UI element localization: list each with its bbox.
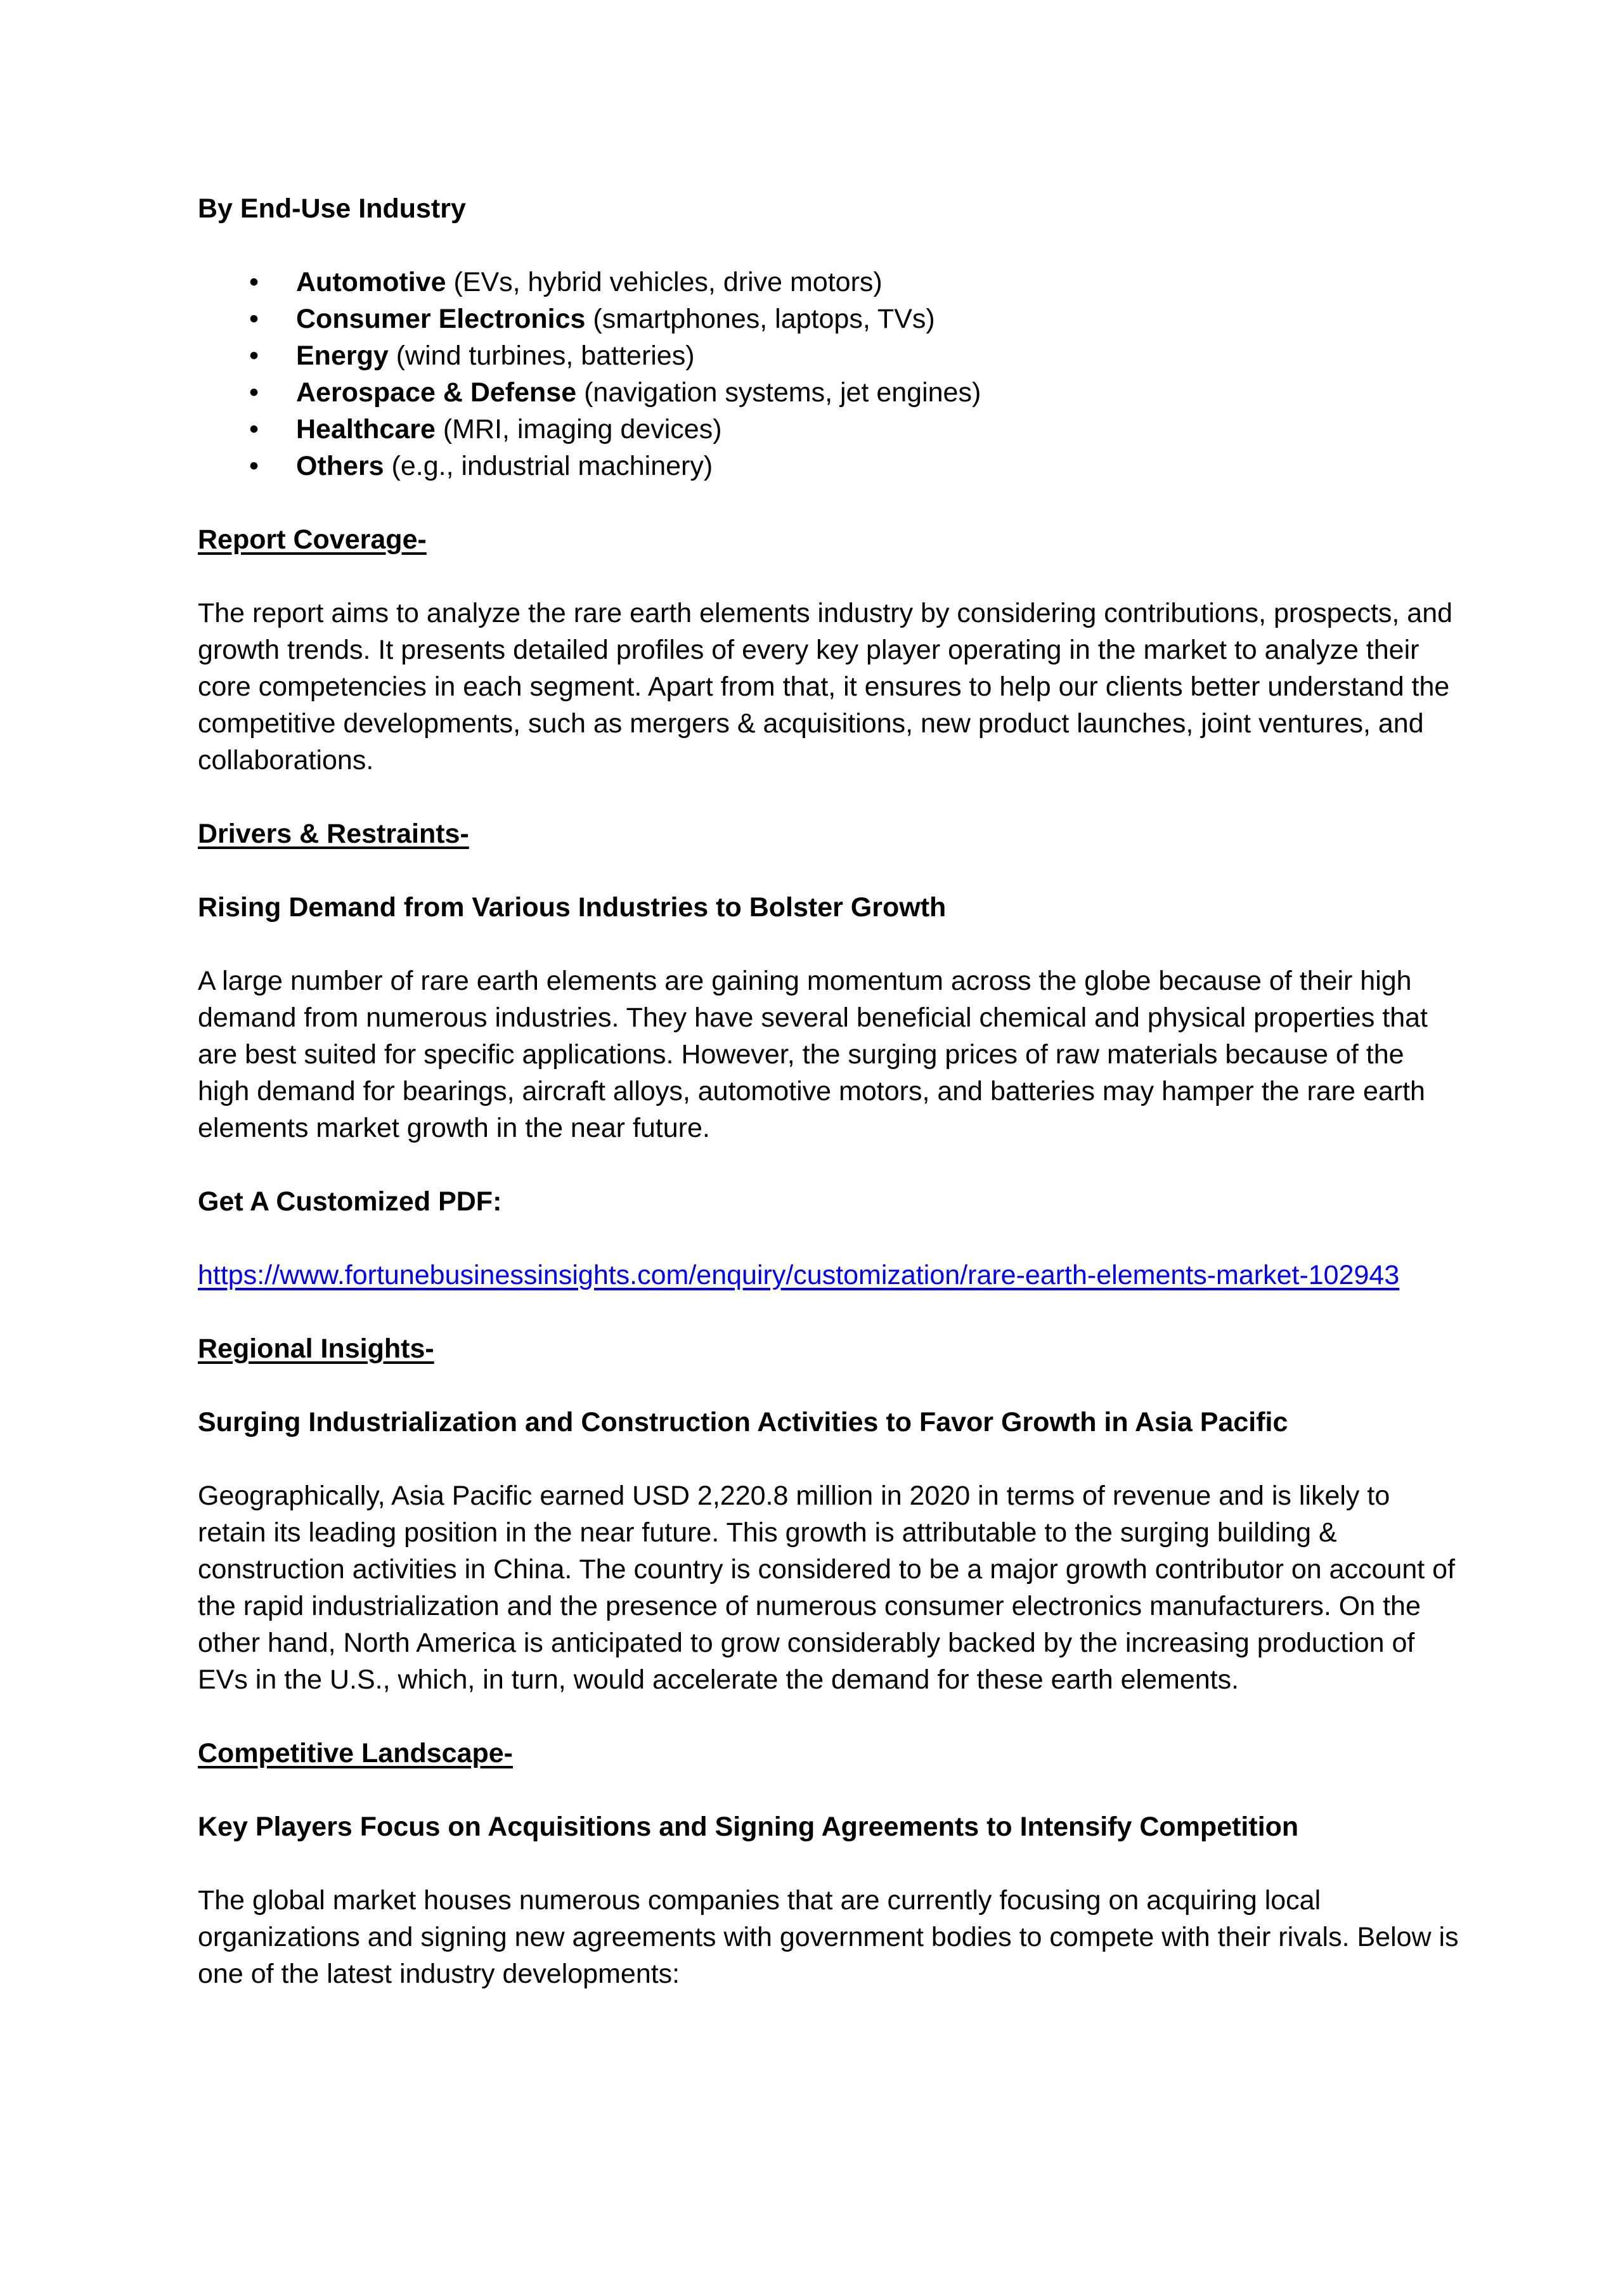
document-page [198,190,1459,2029]
list-item-detail: (wind turbines, batteries) [388,341,695,371]
list-item [198,264,1459,301]
list-item-term: Consumer Electronics [296,304,586,334]
bullet-icon: • [249,451,259,481]
end-use-heading: By End-Use Industry [198,193,466,224]
list-item [198,448,1459,484]
list-item [198,411,1459,448]
regional-insights-heading: Regional Insights- [198,1333,434,1364]
list-item-term: Automotive [296,267,446,297]
list-item-detail: (smartphones, laptops, TVs) [585,304,935,334]
customized-pdf-heading: Get A Customized PDF: [198,1186,502,1217]
list-item-term: Energy [296,341,389,371]
list-item-term: Aerospace & Defense [296,377,577,408]
competitive-paragraph: The global market houses numerous companies that are currently focusing on acquiring local organizations and signing new agreements with government bodies to compete with their rivals. Below is one of the latest industry developments: [198,1885,1459,1989]
competitive-landscape-heading: Competitive Landscape- [198,1738,513,1768]
competitive-subheading: Key Players Focus on Acquisitions and Signing Agreements to Intensify Competition [198,1812,1299,1842]
bullet-icon: • [249,304,259,334]
list-item-term: Others [296,451,384,481]
customized-pdf-link[interactable]: https://www.fortunebusinessinsights.com/enquiry/customization/rare-earth-elements-market-102943 [198,1260,1400,1290]
list-item-term: Healthcare [296,414,436,444]
regional-subheading: Surging Industrialization and Construction Activities to Favor Growth in Asia Pacific [198,1407,1288,1437]
report-coverage-paragraph: The report aims to analyze the rare earth elements industry by considering contributions, prospects, and growth trends. It presents detailed profiles of every key player operating in the market to analyze their core competencies in each segment. Apart from that, it ensures to help our clients better understand the competitive developments, such as mergers & acquisitions, new product launches, joint ventures, and collaborations. [198,598,1453,775]
list-item [198,374,1459,411]
drivers-subheading: Rising Demand from Various Industries to Bolster Growth [198,892,947,923]
bullet-icon: • [249,414,259,444]
list-item [198,301,1459,337]
drivers-paragraph: A large number of rare earth elements are gaining momentum across the globe because of their high demand from numerous industries. They have several beneficial chemical and physical properties that are best suited for specific applications. However, the surging prices of raw materials because of the high demand for bearings, aircraft alloys, automotive motors, and batteries may hamper the rare earth elements market growth in the near future. [198,966,1428,1143]
list-item [198,337,1459,374]
report-coverage-heading: Report Coverage- [198,524,427,555]
drivers-restraints-heading: Drivers & Restraints- [198,819,469,849]
list-item-detail: (e.g., industrial machinery) [384,451,713,481]
customized-pdf-link-block [198,1257,1459,1294]
bullet-icon: • [249,267,259,297]
list-item-detail: (navigation systems, jet engines) [576,377,981,408]
regional-paragraph: Geographically, Asia Pacific earned USD 2,220.8 million in 2020 in terms of revenue and is likely to retain its leading position in the near future. This growth is attributable to the surging building & construction activities in China. The country is considered to be a major growth contributor on account of the rapid industrialization and the presence of numerous consumer electronics manufacturers. On the other hand, North America is anticipated to grow considerably backed by the increasing production of EVs in the U.S., which, in turn, would accelerate the demand for these earth elements. [198,1481,1456,1695]
list-item-detail: (MRI, imaging devices) [435,414,722,444]
bullet-icon: • [249,377,259,408]
bullet-icon: • [249,341,259,371]
list-item-detail: (EVs, hybrid vehicles, drive motors) [446,267,883,297]
end-use-list [198,264,1459,484]
